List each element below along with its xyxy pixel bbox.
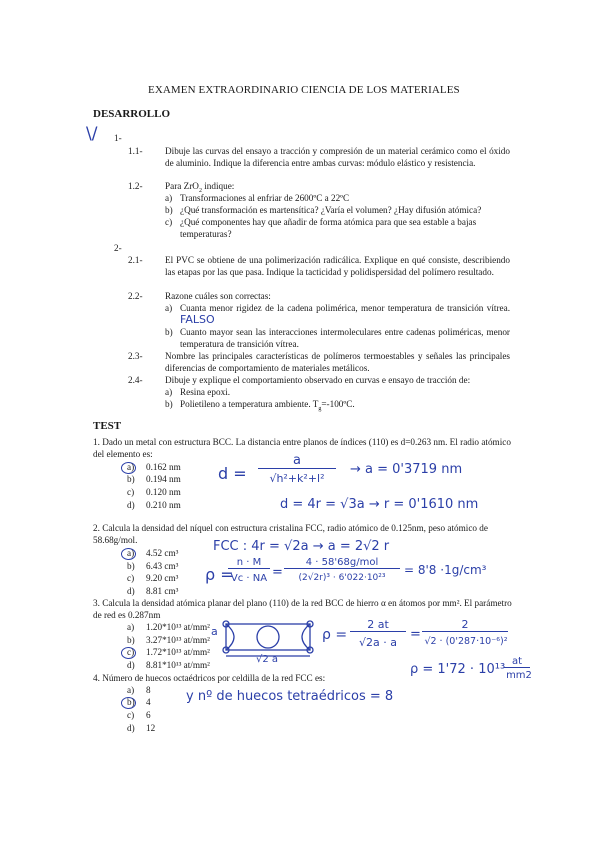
q4-opt-b-letter: b) <box>127 697 135 707</box>
test-q4-text: 4. Número de huecos octaédricos por celdilla de la red FCC es: <box>93 673 326 683</box>
question-1-2-intro <box>165 180 234 192</box>
hand-q1-frac-num: a <box>258 453 336 469</box>
q12-item-c-letter: c) <box>165 217 173 227</box>
hand-q1-frac-den: √h²+k²+l² <box>269 472 325 485</box>
q2-opt-d-text: 8.81 cm³ <box>146 586 179 596</box>
q4-opt-c-letter: c) <box>127 710 135 720</box>
hand-q1-result-a: → a = 0'3719 nm <box>350 462 463 477</box>
q1-opt-d-letter: d) <box>127 500 135 510</box>
q24b-text-sub: g <box>318 405 322 412</box>
q22-item-a-text <box>180 302 510 326</box>
handwritten-falso-note: FALSO <box>180 313 215 326</box>
question-2-1-text: El PVC se obtiene de una polimerización radicálica. Explique en qué consiste, describiendo las etapas por las que pasa. Indique la tacticidad y polidispersidad del polímero resultado. <box>165 255 510 277</box>
question-1-1-text: Dibuje las curvas del ensayo a tracción y compresión de un material cerámico como el óxido de aluminio. Indique la diferencia entre ambas curvas: módulo elástico y resistencia. <box>165 146 510 168</box>
q4-opt-c-text: 6 <box>146 710 151 720</box>
test-q1-text: 1. Dado un metal con estructura BCC. La distancia entre planos de índices (110) es d=0.263 nm. El radio atómico del elemento es: <box>93 437 511 459</box>
hand-q2-fcc: FCC : 4r = √2a → a = 2√2 r <box>213 539 390 554</box>
hand-q3-sqrt2a-label: √2 a <box>256 654 279 665</box>
q2-opt-c-text: 9.20 cm³ <box>146 573 179 583</box>
hand-q3-result: ρ = 1'72 · 10¹³ <box>410 662 506 677</box>
test-heading: TEST <box>93 420 122 432</box>
question-2-2-number: 2.2- <box>128 291 143 301</box>
q22-item-b-text: Cuanto mayor sean las interacciones intermoleculares entre cadenas poliméricas, menor temperatura de transición vítrea. <box>180 327 510 349</box>
section-2-number: 2- <box>114 243 122 253</box>
center-atom <box>257 626 279 648</box>
hand-q4-note: y nº de huecos tetraédricos = 8 <box>186 689 394 704</box>
hand-q3-f1-num: 2 at <box>350 618 406 632</box>
q12-intro-b: indique: <box>201 181 235 191</box>
hand-q2-f1-num: n · M <box>228 557 270 569</box>
q3-opt-a-letter: a) <box>127 622 135 632</box>
q4-opt-d-text: 12 <box>146 723 156 733</box>
q2-opt-c-letter: c) <box>127 573 135 583</box>
section-1-number: 1- <box>114 133 122 143</box>
hand-q2-rho: ρ = <box>205 565 234 584</box>
hand-q3-eq: = <box>410 627 421 642</box>
q3-opt-d-text: 8.81*10¹³ at/mm² <box>146 660 210 670</box>
q3-opt-d-letter: d) <box>127 660 135 670</box>
q2-opt-a-text: 4.52 cm³ <box>146 548 179 558</box>
hand-q3-f2-num: 2 <box>422 618 508 632</box>
hand-q1-d-eq: d = <box>218 464 247 483</box>
question-2-4-intro: Dibuje y explique el comportamiento observado en curvas e ensayo de tracción de: <box>165 375 471 385</box>
q24-item-b-letter: b) <box>165 399 173 409</box>
q12-intro-sub: 2 <box>198 187 202 194</box>
hand-q2-result: = 8'8 ·1g/cm³ <box>404 563 487 577</box>
q24-item-a-letter: a) <box>165 387 173 397</box>
q12-item-c-text: ¿Qué componentes hay que añadir de forma atómica para que sea estable a bajas temperaturas? <box>180 217 477 239</box>
q24b-text-a: Polietileno a temperatura ambiente. T <box>180 399 319 409</box>
question-1-1-number: 1.1- <box>128 146 143 156</box>
question-1-2-number: 1.2- <box>128 181 143 191</box>
test-q3-text: 3. Calcula la densidad atómica planar del plano (110) de la red BCC de hierro α en átomos por mm². El parámetro de red es 0.287nm <box>93 598 512 620</box>
question-2-1-number: 2.1- <box>128 255 143 265</box>
q3-opt-c-letter: c) <box>127 647 135 657</box>
hand-q2-f2-den: (2√2r)³ · 6'022·10²³ <box>298 573 386 583</box>
q22-item-a-body: Cuanta menor rigidez de la cadena polimérica, menor temperatura de transición vítrea. <box>180 303 510 313</box>
q22-item-b-letter: b) <box>165 327 173 337</box>
q1-opt-c-text: 0.120 nm <box>146 487 181 497</box>
q4-opt-a-letter: a) <box>127 685 135 695</box>
hand-q3-a-label: a <box>211 625 218 638</box>
test-q2-text: 2. Calcula la densidad del níquel con estructura cristalina FCC, radio atómico de 0.125nm, peso atómico de 58.68g/mol. <box>93 523 488 545</box>
handwritten-check-mark: \/ <box>86 124 98 144</box>
hand-q3-rho: ρ = <box>322 627 348 643</box>
q24-item-b-text <box>180 398 355 410</box>
hand-q3-unit-num: at <box>504 656 530 668</box>
q2-opt-b-letter: b) <box>127 561 135 571</box>
q4-opt-b-text: 4 <box>146 697 151 707</box>
q12-intro-a: Para ZrO <box>165 181 199 191</box>
q22-item-a-letter: a) <box>165 303 173 313</box>
hand-q2-f2-num: 4 · 58'68g/mol <box>284 557 400 569</box>
question-2-2-intro: Razone cuáles son correctas: <box>165 291 271 301</box>
hand-q2-eq: = <box>272 565 283 580</box>
hand-q2-f1-den: Vc · NA <box>230 573 268 584</box>
q12-item-b-letter: b) <box>165 205 173 215</box>
q2-opt-b-text: 6.43 cm³ <box>146 561 179 571</box>
hand-q3-f1-den: √2a · a <box>359 636 397 649</box>
q1-opt-d-text: 0.210 nm <box>146 500 181 510</box>
q24b-text-b: =-100ºC. <box>321 399 355 409</box>
question-2-3-number: 2.3- <box>128 351 143 361</box>
desarrollo-heading: DESARROLLO <box>93 108 171 120</box>
question-2-3-text: Nombre las principales características de polímeros termoestables y señales las principales diferencias de comportamiento de materiales metálicos. <box>165 351 510 373</box>
q1-opt-a-letter: a) <box>127 462 135 472</box>
q2-opt-d-letter: d) <box>127 586 135 596</box>
hand-q1-result-r: d = 4r = √3a → r = 0'1610 nm <box>280 497 479 512</box>
hand-q3-f2-den: √2 · (0'287·10⁻⁶)² <box>424 636 508 647</box>
edge-atom-arcs <box>226 624 310 650</box>
q24-item-a-text: Resina epoxi. <box>180 387 231 397</box>
q3-opt-b-letter: b) <box>127 635 135 645</box>
q3-opt-b-text: 3.27*10¹³ at/mm² <box>146 635 210 645</box>
q1-opt-b-text: 0.194 nm <box>146 474 181 484</box>
q3-opt-a-text: 1.20*10¹³ at/mm² <box>146 622 210 632</box>
q4-opt-a-text: 8 <box>146 685 151 695</box>
question-2-4-number: 2.4- <box>128 375 143 385</box>
exam-title: EXAMEN EXTRAORDINARIO CIENCIA DE LOS MATERIALES <box>148 84 460 96</box>
plane-rectangle <box>226 624 310 650</box>
q12-item-a-text: Transformaciones al enfriar de 2600ºC a 22ºC <box>180 193 350 203</box>
q1-opt-b-letter: b) <box>127 474 135 484</box>
q4-opt-d-letter: d) <box>127 723 135 733</box>
q1-opt-a-text: 0.162 nm <box>146 462 181 472</box>
q3-opt-c-text: 1.72*10¹³ at/mm² <box>146 647 210 657</box>
hand-q3-unit-den: mm2 <box>506 670 532 681</box>
q12-item-a-letter: a) <box>165 193 173 203</box>
q12-item-b-text: ¿Qué transformación es martensítica? ¿Varía el volumen? ¿Hay difusión atómica? <box>180 205 482 215</box>
q2-opt-a-letter: a) <box>127 548 135 558</box>
q1-opt-c-letter: c) <box>127 487 135 497</box>
